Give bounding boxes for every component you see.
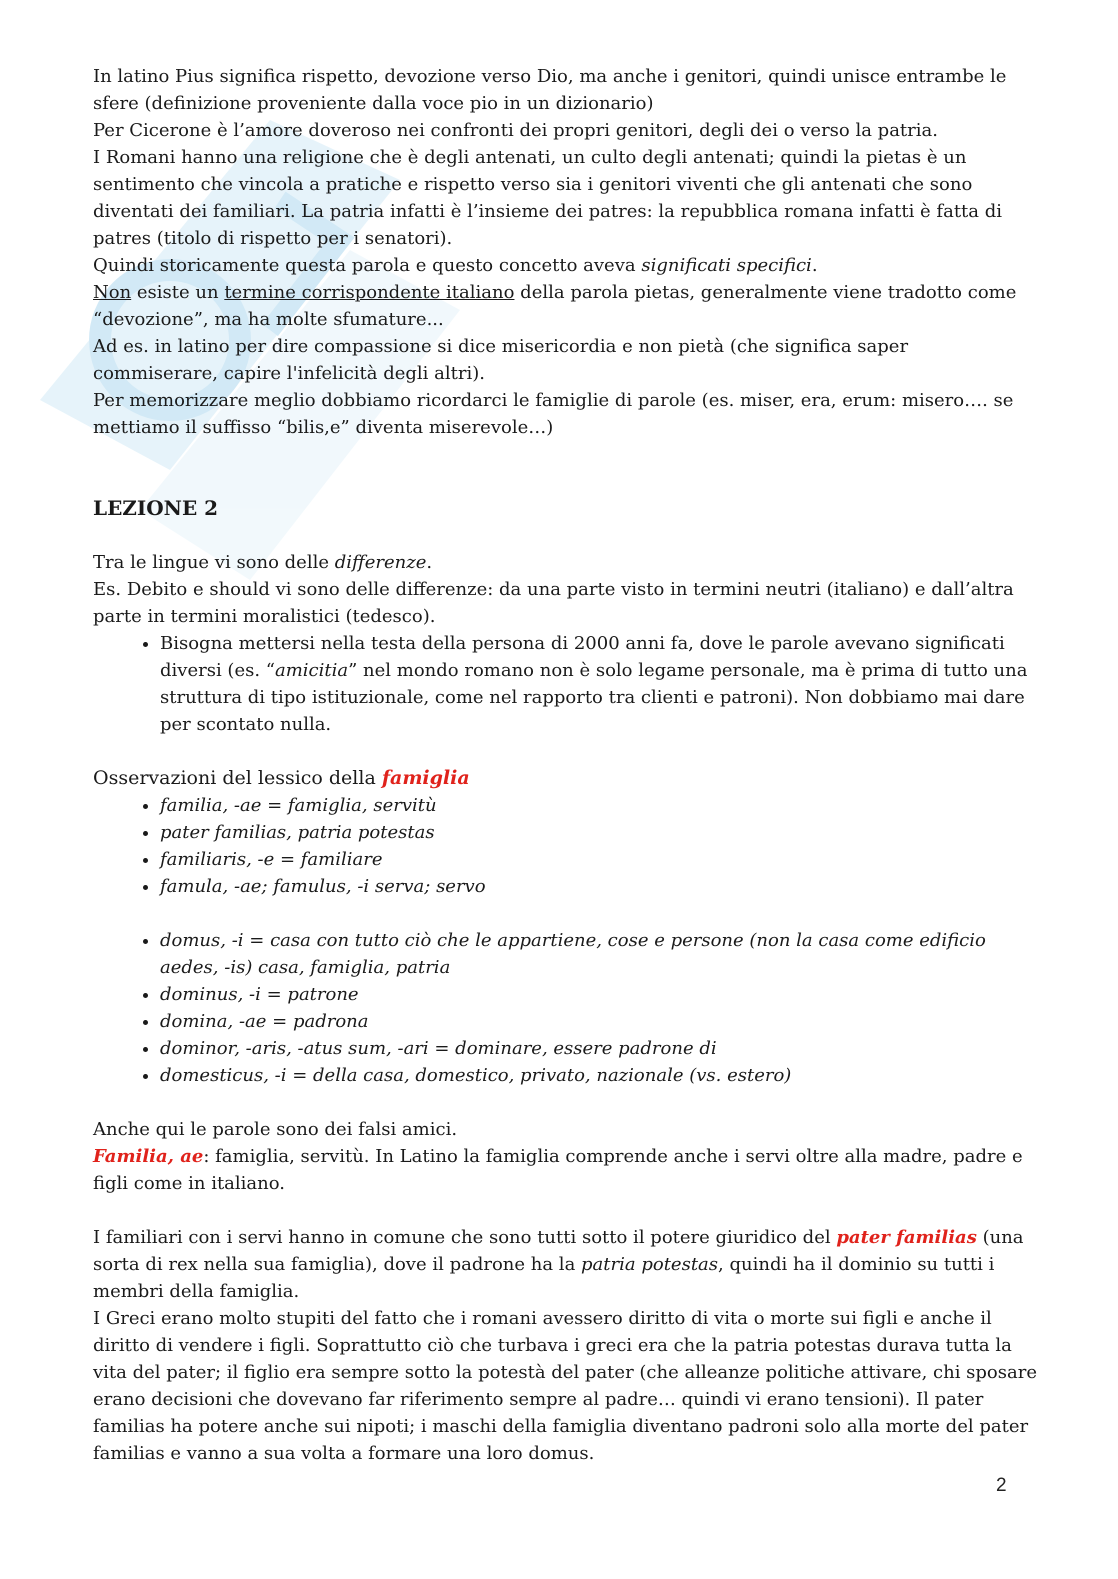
paragraph: Per memorizzare meglio dobbiamo ricordarci le famiglie di parole (es. miser, era, erum: misero…. se mettiamo il suffisso “bilis,e” diventa miserevole…) [93, 390, 1014, 438]
list-item: • familiaris, -e = familiare [160, 846, 1038, 873]
italic-text: patria potestas [581, 1254, 719, 1275]
list-item: • pater familias, patria potestas [160, 819, 1038, 846]
list-item: • dominus, -i = patrone [160, 981, 1038, 1008]
paragraph: I Greci erano molto stupiti del fatto che i romani avessero diritto di vita o morte sui figli e anche il diritto di vendere i figli. Soprattutto ciò che turbava i greci era che la patria potestas durava tutta la vita del pater; il figlio era sempre sotto la potestà del pater (che alleanze politiche attivare, chi sposare erano decisioni che dovevano far riferimento sempre al padre… quindi vi erano tensioni). Il pater familias ha potere anche sui nipoti; i maschi della famiglia diventano padroni solo alla morte del pater familias e vanno a sua volta a formare una loro domus. [93, 1308, 1037, 1464]
list-item: • domus, -i = casa con tutto ciò che le appartiene, cose e persone (non la casa come edificio aedes, -is) casa, famiglia, patria [160, 927, 1038, 981]
paragraph: I Romani hanno una religione che è degli antenati, un culto degli antenati; quindi la pietas è un sentimento che vincola a pratiche e rispetto verso sia i genitori viventi che gli antenati che sono diventati dei familiari. La patria infatti è l’insieme dei patres: la repubblica romana infatti è fatta di patres (titolo di rispetto per i senatori). [93, 147, 1003, 249]
list-item: • famula, -ae; famulus, -i serva; servo [160, 873, 1038, 900]
text-run: Tra le lingue vi sono delle [93, 552, 335, 573]
text-run: ” nel mondo romano non è solo legame personale, ma è prima di tutto una struttura di tipo istituzionale, come nel rapporto tra clienti e patroni). Non dobbiamo mai dare per scontato nulla. [160, 660, 1028, 735]
paragraph: Per Cicerone è l’amore doveroso nei confronti dei propri genitori, degli dei o verso la patria. [93, 120, 938, 141]
highlight-text: famiglia [381, 767, 470, 789]
vocab-list [93, 792, 1038, 900]
text-run: I familiari con i servi hanno in comune che sono tutti sotto il potere giuridico del [93, 1227, 837, 1248]
highlight-text: Familia, ae [93, 1146, 204, 1167]
list-item: • familia, -ae = famiglia, servitù [160, 792, 1038, 819]
text-run: , quindi ha il dominio su tutti i membri della famiglia. [93, 1254, 995, 1302]
italic-text: significati specifici [641, 255, 812, 276]
highlight-text: pater familias [836, 1227, 977, 1248]
section-heading: LEZIONE 2 [93, 496, 219, 520]
bullet-list [93, 630, 1038, 738]
page-number: 2 [996, 1475, 1007, 1496]
text-run: Bisogna mettersi nella testa della persona di 2000 anni fa, dove le parole avevano significati diversi (es. “ [160, 633, 1005, 681]
text-run: Quindi storicamente questa parola e questo concetto aveva [93, 255, 642, 276]
paragraph: Ad es. in latino per dire compassione si dice misericordia e non pietà (che significa saper commiserare, capire l'infelicità degli altri). [93, 336, 909, 384]
paragraph [93, 279, 1038, 333]
text-run: : famiglia, servitù. In Latino la famiglia comprende anche i servi oltre alla madre, padre e figli come in italiano. [93, 1146, 1023, 1194]
document-page [93, 63, 1038, 1467]
vocab-list [93, 927, 1038, 1089]
list-item: • dominor, -aris, -atus sum, -ari = dominare, essere padrone di [160, 1035, 1038, 1062]
text-run: (una sorta di rex nella sua famiglia), dove il padrone ha la [93, 1227, 1024, 1275]
underlined-text: Non [93, 282, 132, 303]
paragraph [93, 1224, 1038, 1305]
paragraph: Es. Debito e should vi sono delle differenze: da una parte visto in termini neutri (italiano) e dall’altra parte in termini moralistici (tedesco). [93, 579, 1014, 627]
underlined-text: termine corrispondente italiano [224, 282, 515, 303]
text-run: della parola pietas, generalmente viene tradotto come “devozione”, ma ha molte sfumature... [93, 282, 1017, 330]
paragraph: In latino Pius significa rispetto, devozione verso Dio, ma anche i genitori, quindi unisce entrambe le sfere (definizione proveniente dalla voce pio in un dizionario) [93, 66, 1007, 114]
list-item [160, 630, 1038, 738]
text-run: Osservazioni del lessico della [93, 767, 382, 789]
paragraph [93, 1143, 1038, 1197]
italic-text: amicitia [274, 660, 349, 681]
paragraph [93, 549, 1038, 576]
text-run: . [426, 552, 433, 573]
text-run: esiste un [131, 282, 225, 303]
paragraph: Anche qui le parole sono dei falsi amici. [93, 1119, 458, 1140]
italic-text: differenze [334, 552, 427, 573]
subsection-title [93, 765, 1038, 792]
list-item: • domina, -ae = padrona [160, 1008, 1038, 1035]
list-item: • domesticus, -i = della casa, domestico, privato, nazionale (vs. estero) [160, 1062, 1038, 1089]
text-run: . [811, 255, 818, 276]
paragraph [93, 252, 1038, 279]
